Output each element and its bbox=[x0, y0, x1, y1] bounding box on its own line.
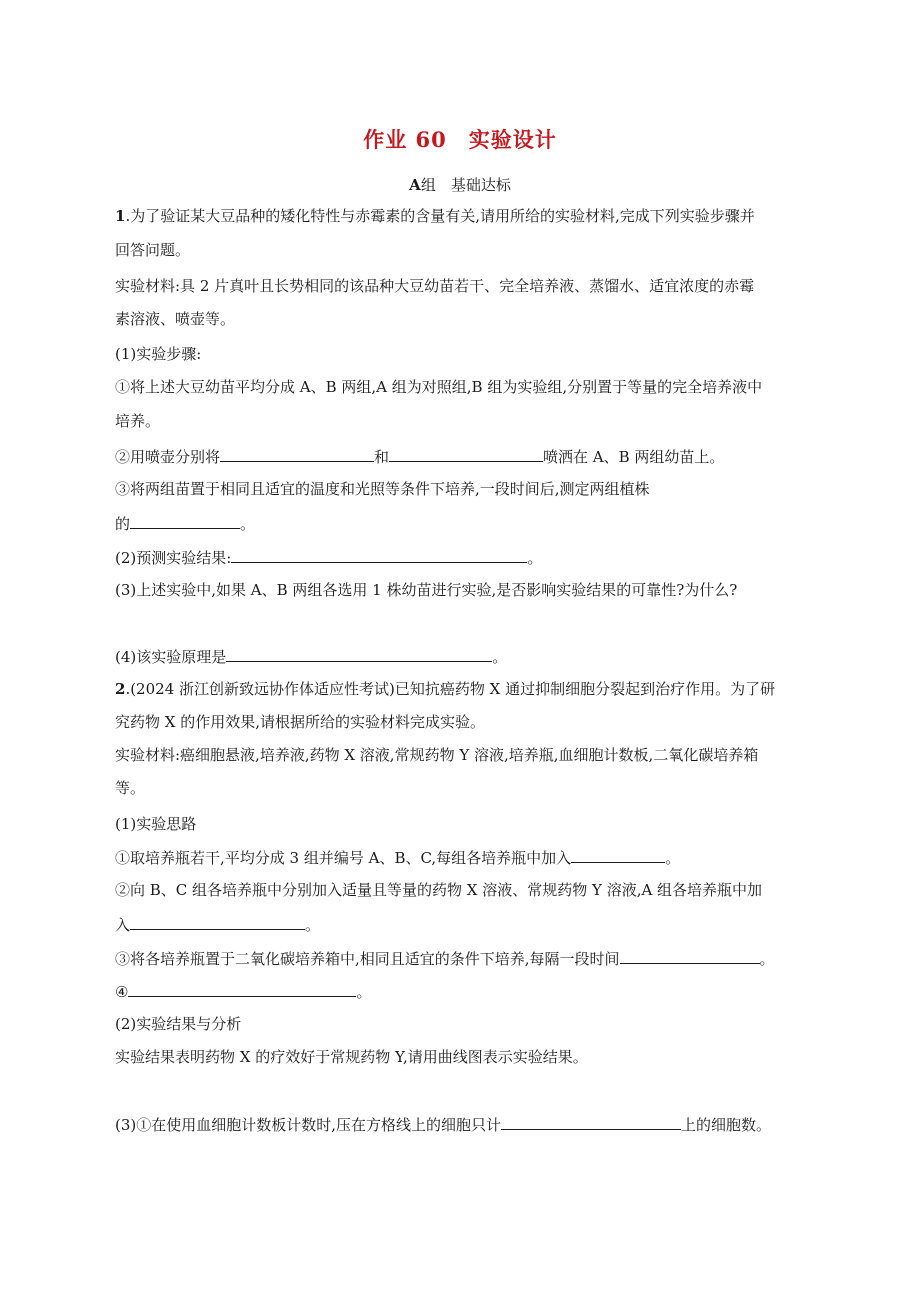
q1-step3-line2: 的 。 bbox=[115, 512, 255, 534]
q2-step2-line1: ②向 B、C 组各培养瓶中分别加入适量且等量的药物 X 溶液、常规药物 Y 溶液,A 组各培养瓶中加 bbox=[115, 881, 763, 899]
q2-stem-line1: 2.(2024 浙江创新致远协作体适应性考试)已知抗癌药物 X 通过抑制细胞分裂起到治疗作用。为了研 bbox=[115, 680, 776, 698]
q1-material-line2: 素溶液、喷壶等。 bbox=[115, 310, 236, 328]
q2-part3: (3)①在使用血细胞计数板计数时,压在方格线上的细胞只计 上的细胞数。 bbox=[115, 1113, 771, 1135]
blank-q2-step4[interactable] bbox=[128, 980, 356, 997]
q2-part2-text: 实验结果表明药物 X 的疗效好于常规药物 Y,请用曲线图表示实验结果。 bbox=[115, 1048, 588, 1066]
q1-step3-line1: ③将两组苗置于相同且适宜的温度和光照等条件下培养,一段时间后,测定两组植株 bbox=[115, 480, 650, 498]
blank-q2-step3[interactable] bbox=[620, 947, 760, 964]
section-group: A bbox=[409, 176, 421, 194]
q2-part2: (2)实验结果与分析 bbox=[115, 1015, 242, 1033]
page-title bbox=[0, 124, 920, 154]
q2-material-line2: 等。 bbox=[115, 779, 146, 797]
blank-q2-step1[interactable] bbox=[571, 846, 665, 863]
section-heading bbox=[0, 174, 920, 195]
q1-part2: (2)预测实验结果: 。 bbox=[115, 546, 542, 568]
q2-step3: ③将各培养瓶置于二氧化碳培养箱中,相同且适宜的条件下培养,每隔一段时间 。 bbox=[115, 947, 775, 969]
q2-step1: ①取培养瓶若干,平均分成 3 组并编号 A、B、C,每组各培养瓶中加入 。 bbox=[115, 846, 680, 868]
q1-step1-line1: ①将上述大豆幼苗平均分成 A、B 两组,A 组为对照组,B 组为实验组,分别置于等量的完全培养液中 bbox=[115, 378, 763, 396]
blank-q2-step2[interactable] bbox=[130, 913, 305, 930]
q1-part1: (1)实验步骤: bbox=[115, 345, 202, 363]
q2-step4: ④ 。 bbox=[115, 980, 371, 1002]
title-sub: 实验设计 bbox=[468, 127, 557, 152]
title-main: 作业 60 bbox=[363, 127, 447, 152]
q1-stem-line1: 1.为了验证某大豆品种的矮化特性与赤霉素的含量有关,请用所给的实验材料,完成下列实验步骤并 bbox=[115, 207, 755, 225]
section-label: 组 基础达标 bbox=[420, 176, 511, 194]
q1-number: 1 bbox=[115, 207, 126, 225]
blank-q1-part4[interactable] bbox=[226, 645, 492, 662]
blank-q2-part3[interactable] bbox=[501, 1113, 681, 1130]
q2-part1: (1)实验思路 bbox=[115, 815, 197, 833]
blank-q1-step2-a[interactable] bbox=[220, 445, 374, 462]
q1-stem-line2: 回答问题。 bbox=[115, 241, 191, 259]
q1-part4: (4)该实验原理是 。 bbox=[115, 645, 507, 667]
q1-step2: ②用喷壶分别将 和 喷洒在 A、B 两组幼苗上。 bbox=[115, 445, 724, 467]
q1-part3: (3)上述实验中,如果 A、B 两组各选用 1 株幼苗进行实验,是否影响实验结果的可靠性?为什么? bbox=[115, 581, 738, 599]
q2-material-line1: 实验材料:癌细胞悬液,培养液,药物 X 溶液,常规药物 Y 溶液,培养瓶,血细胞计数板,二氧化碳培养箱 bbox=[115, 746, 759, 764]
q1-material-line1: 实验材料:具 2 片真叶且长势相同的该品种大豆幼苗若干、完全培养液、蒸馏水、适宜浓度的赤霉 bbox=[115, 277, 755, 295]
blank-q1-step2-b[interactable] bbox=[389, 445, 543, 462]
q1-step1-line2: 培养。 bbox=[115, 412, 161, 430]
q2-number: 2 bbox=[115, 680, 126, 698]
q2-step2-line2: 入 。 bbox=[115, 913, 320, 935]
q2-stem-line2: 究药物 X 的作用效果,请根据所给的实验材料完成实验。 bbox=[115, 713, 485, 731]
blank-q1-step3[interactable] bbox=[130, 512, 240, 529]
blank-q1-part2[interactable] bbox=[231, 546, 527, 563]
